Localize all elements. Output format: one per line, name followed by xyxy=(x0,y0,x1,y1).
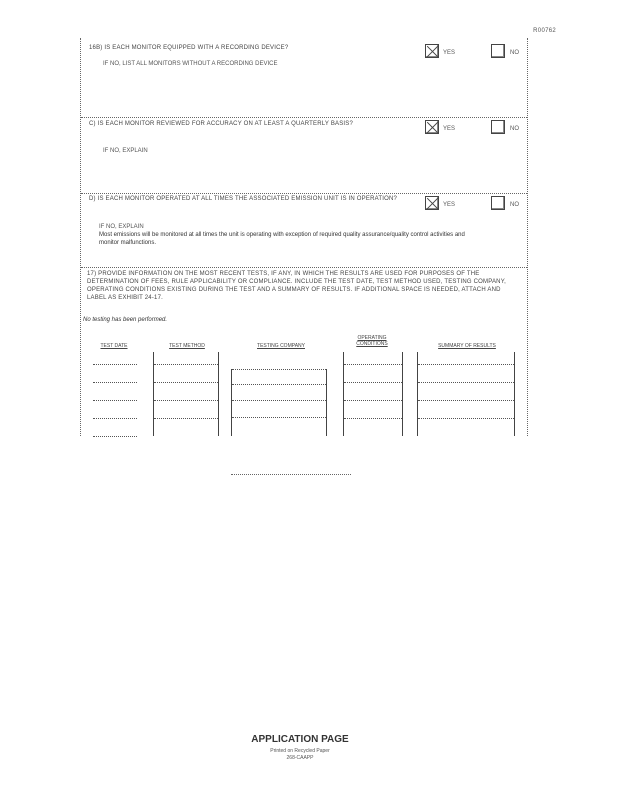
section-16d xyxy=(81,193,527,268)
no-label: NO xyxy=(510,50,519,56)
no-checkbox[interactable] xyxy=(491,44,505,58)
row-line xyxy=(232,369,326,370)
footer-line-2: 268-CAAPP xyxy=(286,755,314,761)
header-test-date: TEST DATE xyxy=(100,343,128,349)
row-line xyxy=(418,382,514,383)
row-line xyxy=(93,400,137,401)
question-text: 16B) IS EACH MONITOR EQUIPPED WITH A RECORDING DEVICE? xyxy=(89,45,289,51)
section-16b xyxy=(81,38,527,118)
form-area xyxy=(80,38,528,436)
row-line xyxy=(93,418,137,419)
testing-note: No testing has been performed. xyxy=(83,317,168,323)
row-line xyxy=(344,382,402,383)
page-id: R00762 xyxy=(533,28,556,34)
header-test-method: TEST METHOD xyxy=(169,343,205,349)
row-line xyxy=(154,364,218,365)
row-line xyxy=(93,382,137,383)
no-checkbox[interactable] xyxy=(491,196,505,210)
yes-checkbox[interactable] xyxy=(425,44,439,58)
footer-subtext xyxy=(200,748,400,762)
column-testing-company xyxy=(231,369,327,436)
no-label: NO xyxy=(510,126,519,132)
footer-line-1: Printed on Recycled Paper xyxy=(270,748,330,754)
followup-text: IF NO, EXPLAIN xyxy=(99,224,144,230)
yes-label: YES xyxy=(443,202,456,208)
row-line xyxy=(154,400,218,401)
header-operating-conditions: OPERATING CONDITIONS xyxy=(356,335,388,347)
yes-checkbox[interactable] xyxy=(425,120,439,134)
row-line xyxy=(232,384,326,385)
no-label: NO xyxy=(510,202,519,208)
row-line xyxy=(344,418,402,419)
column-summary-of-results xyxy=(417,352,515,436)
row-line xyxy=(418,418,514,419)
column-operating-conditions xyxy=(343,352,403,436)
question-text: 17) PROVIDE INFORMATION ON THE MOST RECENT TESTS, IF ANY, IN WHICH THE RESULTS ARE USED FOR PURPOSES OF THE DETERMINATION OF FEES, RULE APPLICABILITY OR COMPLIANCE. INCLUDE THE TEST DATE, TEST METHOD USED, TESTING COMPANY, OPERATING CONDITIONS EXISTING DURING THE TEST AND A SUMMARY OF RESULTS. IF ADDITIONAL SPACE IS NEEDED, ATTACH AND LABEL AS EXHIBIT 24-17. xyxy=(87,271,506,301)
column-test-method xyxy=(153,352,219,436)
yes-label: YES xyxy=(443,50,456,56)
no-checkbox[interactable] xyxy=(491,120,505,134)
row-line xyxy=(154,418,218,419)
row-line xyxy=(344,364,402,365)
row-line xyxy=(418,364,514,365)
section-16c xyxy=(81,117,527,194)
row-line xyxy=(93,436,137,437)
footer-title: APPLICATION PAGE xyxy=(251,734,349,745)
row-line xyxy=(154,382,218,383)
yes-checkbox[interactable] xyxy=(425,196,439,210)
followup-text: IF NO, LIST ALL MONITORS WITHOUT A RECORDING DEVICE xyxy=(103,61,278,67)
question-text: C) IS EACH MONITOR REVIEWED FOR ACCURACY ON AT LEAST A QUARTERLY BASIS? xyxy=(89,121,354,127)
header-testing-company: TESTING COMPANY xyxy=(257,343,305,349)
row-line xyxy=(232,400,326,401)
row-line xyxy=(93,364,137,365)
followup-text: IF NO, EXPLAIN xyxy=(103,148,148,154)
explanation-note: Most emissions will be monitored at all times the unit is operating with exception of required quality assurance/quality control activities and monitor malfunctions. xyxy=(99,232,465,246)
question-text: D) IS EACH MONITOR OPERATED AT ALL TIMES THE ASSOCIATED EMISSION UNIT IS IN OPERATION? xyxy=(89,196,398,202)
bottom-rule xyxy=(231,474,351,475)
column-test-date xyxy=(93,352,137,462)
row-line xyxy=(232,417,326,418)
header-summary-of-results: SUMMARY OF RESULTS xyxy=(438,343,496,349)
section-17 xyxy=(81,267,527,436)
row-line xyxy=(418,400,514,401)
row-line xyxy=(344,400,402,401)
yes-label: YES xyxy=(443,126,456,132)
